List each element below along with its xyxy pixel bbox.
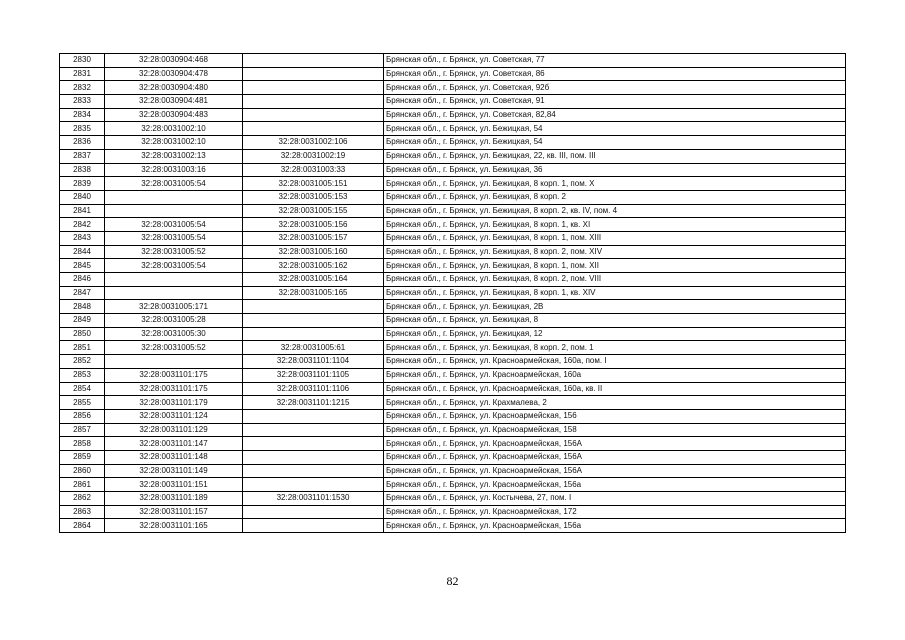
row-number-cell: 2850 — [60, 327, 105, 341]
cadastral-object-cell — [243, 519, 384, 533]
table-row — [60, 163, 846, 177]
cadastral-parcel-cell — [105, 355, 243, 369]
cadastral-object-cell — [243, 81, 384, 95]
row-number-cell: 2838 — [60, 163, 105, 177]
page-number: 82 — [446, 574, 459, 588]
cadastral-parcel-cell: 32:28:0031005:30 — [105, 327, 243, 341]
cadastral-object-cell — [243, 314, 384, 328]
cadastral-parcel-cell: 32:28:0030904:481 — [105, 95, 243, 109]
address-cell: Брянская обл., г. Брянск, ул. Красноармейская, 156 — [384, 409, 846, 423]
cadastral-object-cell — [243, 327, 384, 341]
registry-table — [59, 53, 846, 533]
row-number-cell: 2840 — [60, 190, 105, 204]
cadastral-object-cell — [243, 464, 384, 478]
row-number-cell: 2855 — [60, 396, 105, 410]
cadastral-object-cell: 32:28:0031101:1106 — [243, 382, 384, 396]
address-cell: Брянская обл., г. Брянск, ул. Бежицкая, 2В — [384, 300, 846, 314]
cadastral-object-cell: 32:28:0031002:106 — [243, 136, 384, 150]
cadastral-parcel-cell: 32:28:0031005:52 — [105, 341, 243, 355]
row-number-cell: 2860 — [60, 464, 105, 478]
table-row — [60, 450, 846, 464]
cadastral-object-cell — [243, 67, 384, 81]
address-cell: Брянская обл., г. Брянск, ул. Красноармейская, 160а, кв. II — [384, 382, 846, 396]
cadastral-parcel-cell — [105, 273, 243, 287]
table-row — [60, 218, 846, 232]
cadastral-parcel-cell: 32:28:0031005:54 — [105, 231, 243, 245]
row-number-cell: 2858 — [60, 437, 105, 451]
table-row — [60, 95, 846, 109]
address-cell: Брянская обл., г. Брянск, ул. Костычева, 27, пом. I — [384, 492, 846, 506]
address-cell: Брянская обл., г. Брянск, ул. Бежицкая, 22, кв. III, пом. III — [384, 149, 846, 163]
row-number-cell: 2831 — [60, 67, 105, 81]
table-row — [60, 368, 846, 382]
address-cell: Брянская обл., г. Брянск, ул. Красноармейская, 156А — [384, 437, 846, 451]
row-number-cell: 2852 — [60, 355, 105, 369]
row-number-cell: 2853 — [60, 368, 105, 382]
row-number-cell: 2842 — [60, 218, 105, 232]
cadastral-parcel-cell: 32:28:0030904:480 — [105, 81, 243, 95]
registry-table-body — [60, 54, 846, 533]
cadastral-object-cell: 32:28:0031005:155 — [243, 204, 384, 218]
table-row — [60, 286, 846, 300]
row-number-cell: 2864 — [60, 519, 105, 533]
cadastral-parcel-cell: 32:28:0031101:129 — [105, 423, 243, 437]
row-number-cell: 2847 — [60, 286, 105, 300]
address-cell: Брянская обл., г. Брянск, ул. Бежицкая, 8 корп. 2, кв. IV, пом. 4 — [384, 204, 846, 218]
table-row — [60, 122, 846, 136]
address-cell: Брянская обл., г. Брянск, ул. Бежицкая, 8 корп. 2, пом. XIV — [384, 245, 846, 259]
cadastral-parcel-cell — [105, 286, 243, 300]
row-number-cell: 2843 — [60, 231, 105, 245]
table-row — [60, 136, 846, 150]
table-row — [60, 327, 846, 341]
address-cell: Брянская обл., г. Брянск, ул. Бежицкая, 8 — [384, 314, 846, 328]
row-number-cell: 2848 — [60, 300, 105, 314]
cadastral-parcel-cell: 32:28:0031101:147 — [105, 437, 243, 451]
cadastral-object-cell: 32:28:0031005:157 — [243, 231, 384, 245]
table-row — [60, 423, 846, 437]
table-row — [60, 478, 846, 492]
row-number-cell: 2844 — [60, 245, 105, 259]
cadastral-object-cell — [243, 478, 384, 492]
cadastral-object-cell: 32:28:0031101:1105 — [243, 368, 384, 382]
cadastral-object-cell — [243, 450, 384, 464]
row-number-cell: 2830 — [60, 54, 105, 68]
cadastral-parcel-cell: 32:28:0031101:151 — [105, 478, 243, 492]
cadastral-object-cell: 32:28:0031005:162 — [243, 259, 384, 273]
address-cell: Брянская обл., г. Брянск, ул. Бежицкая, 8 корп. 1, кв. XIV — [384, 286, 846, 300]
address-cell: Брянская обл., г. Брянск, ул. Красноармейская, 160а, пом. I — [384, 355, 846, 369]
address-cell: Брянская обл., г. Брянск, ул. Бежицкая, 8 корп. 2 — [384, 190, 846, 204]
table-row — [60, 231, 846, 245]
row-number-cell: 2861 — [60, 478, 105, 492]
table-row — [60, 108, 846, 122]
address-cell: Брянская обл., г. Брянск, ул. Красноармейская, 156а — [384, 519, 846, 533]
table-row — [60, 519, 846, 533]
cadastral-object-cell — [243, 122, 384, 136]
address-cell: Брянская обл., г. Брянск, ул. Красноармейская, 160а — [384, 368, 846, 382]
row-number-cell: 2859 — [60, 450, 105, 464]
row-number-cell: 2837 — [60, 149, 105, 163]
table-row — [60, 149, 846, 163]
cadastral-parcel-cell: 32:28:0030904:483 — [105, 108, 243, 122]
cadastral-parcel-cell: 32:28:0031101:179 — [105, 396, 243, 410]
cadastral-object-cell: 32:28:0031005:61 — [243, 341, 384, 355]
cadastral-object-cell — [243, 54, 384, 68]
row-number-cell: 2836 — [60, 136, 105, 150]
address-cell: Брянская обл., г. Брянск, ул. Бежицкая, 8 корп. 1, пом. X — [384, 177, 846, 191]
cadastral-parcel-cell: 32:28:0031101:165 — [105, 519, 243, 533]
address-cell: Брянская обл., г. Брянск, ул. Советская, 77 — [384, 54, 846, 68]
cadastral-object-cell — [243, 423, 384, 437]
cadastral-object-cell — [243, 300, 384, 314]
address-cell: Брянская обл., г. Брянск, ул. Бежицкая, 8 корп. 2, пом. VIII — [384, 273, 846, 287]
table-row — [60, 492, 846, 506]
table-row — [60, 314, 846, 328]
table-row — [60, 464, 846, 478]
address-cell: Брянская обл., г. Брянск, ул. Бежицкая, 8 корп. 1, пом. XII — [384, 259, 846, 273]
table-row — [60, 396, 846, 410]
row-number-cell: 2856 — [60, 409, 105, 423]
cadastral-parcel-cell: 32:28:0031101:175 — [105, 382, 243, 396]
cadastral-object-cell: 32:28:0031101:1530 — [243, 492, 384, 506]
row-number-cell: 2839 — [60, 177, 105, 191]
address-cell: Брянская обл., г. Брянск, ул. Красноармейская, 156А — [384, 464, 846, 478]
table-row — [60, 355, 846, 369]
row-number-cell: 2845 — [60, 259, 105, 273]
row-number-cell: 2862 — [60, 492, 105, 506]
table-row — [60, 81, 846, 95]
table-row — [60, 437, 846, 451]
table-row — [60, 245, 846, 259]
address-cell: Брянская обл., г. Брянск, ул. Бежицкая, 36 — [384, 163, 846, 177]
address-cell: Брянская обл., г. Брянск, ул. Советская, 92б — [384, 81, 846, 95]
address-cell: Брянская обл., г. Брянск, ул. Бежицкая, 54 — [384, 136, 846, 150]
row-number-cell: 2849 — [60, 314, 105, 328]
address-cell: Брянская обл., г. Брянск, ул. Бежицкая, 8 корп. 1, пом. XIII — [384, 231, 846, 245]
cadastral-parcel-cell: 32:28:0030904:478 — [105, 67, 243, 81]
table-row — [60, 67, 846, 81]
row-number-cell: 2835 — [60, 122, 105, 136]
cadastral-parcel-cell: 32:28:0031002:10 — [105, 122, 243, 136]
table-row — [60, 177, 846, 191]
cadastral-parcel-cell: 32:28:0031005:171 — [105, 300, 243, 314]
cadastral-parcel-cell: 32:28:0031005:52 — [105, 245, 243, 259]
row-number-cell: 2841 — [60, 204, 105, 218]
cadastral-parcel-cell: 32:28:0031101:189 — [105, 492, 243, 506]
cadastral-parcel-cell: 32:28:0031101:124 — [105, 409, 243, 423]
table-row — [60, 341, 846, 355]
table-row — [60, 259, 846, 273]
address-cell: Брянская обл., г. Брянск, ул. Советская, 86 — [384, 67, 846, 81]
cadastral-object-cell — [243, 108, 384, 122]
table-row — [60, 300, 846, 314]
table-row — [60, 204, 846, 218]
cadastral-parcel-cell: 32:28:0031005:54 — [105, 177, 243, 191]
cadastral-object-cell: 32:28:0031005:165 — [243, 286, 384, 300]
row-number-cell: 2834 — [60, 108, 105, 122]
cadastral-object-cell — [243, 505, 384, 519]
cadastral-object-cell — [243, 95, 384, 109]
row-number-cell: 2833 — [60, 95, 105, 109]
cadastral-parcel-cell: 32:28:0031101:175 — [105, 368, 243, 382]
cadastral-parcel-cell: 32:28:0031003:16 — [105, 163, 243, 177]
cadastral-parcel-cell: 32:28:0031101:157 — [105, 505, 243, 519]
address-cell: Брянская обл., г. Брянск, ул. Красноармейская, 158 — [384, 423, 846, 437]
table-row — [60, 409, 846, 423]
cadastral-object-cell: 32:28:0031005:164 — [243, 273, 384, 287]
cadastral-object-cell — [243, 409, 384, 423]
cadastral-object-cell: 32:28:0031002:19 — [243, 149, 384, 163]
cadastral-parcel-cell: 32:28:0031002:10 — [105, 136, 243, 150]
table-row — [60, 273, 846, 287]
address-cell: Брянская обл., г. Брянск, ул. Крахмалева, 2 — [384, 396, 846, 410]
table-row — [60, 505, 846, 519]
cadastral-parcel-cell: 32:28:0031005:54 — [105, 218, 243, 232]
cadastral-object-cell: 32:28:0031101:1104 — [243, 355, 384, 369]
table-row — [60, 54, 846, 68]
cadastral-object-cell: 32:28:0031005:156 — [243, 218, 384, 232]
cadastral-parcel-cell: 32:28:0031005:54 — [105, 259, 243, 273]
row-number-cell: 2832 — [60, 81, 105, 95]
cadastral-parcel-cell: 32:28:0031002:13 — [105, 149, 243, 163]
table-row — [60, 382, 846, 396]
table-row — [60, 190, 846, 204]
address-cell: Брянская обл., г. Брянск, ул. Красноармейская, 172 — [384, 505, 846, 519]
cadastral-parcel-cell — [105, 204, 243, 218]
row-number-cell: 2854 — [60, 382, 105, 396]
address-cell: Брянская обл., г. Брянск, ул. Красноармейская, 156А — [384, 450, 846, 464]
address-cell: Брянская обл., г. Брянск, ул. Бежицкая, 12 — [384, 327, 846, 341]
cadastral-object-cell: 32:28:0031005:153 — [243, 190, 384, 204]
address-cell: Брянская обл., г. Брянск, ул. Советская, 82,84 — [384, 108, 846, 122]
address-cell: Брянская обл., г. Брянск, ул. Советская, 91 — [384, 95, 846, 109]
address-cell: Брянская обл., г. Брянск, ул. Бежицкая, 8 корп. 1, кв. XI — [384, 218, 846, 232]
cadastral-parcel-cell — [105, 190, 243, 204]
cadastral-parcel-cell: 32:28:0031101:148 — [105, 450, 243, 464]
row-number-cell: 2846 — [60, 273, 105, 287]
cadastral-parcel-cell: 32:28:0030904:468 — [105, 54, 243, 68]
address-cell: Брянская обл., г. Брянск, ул. Красноармейская, 156а — [384, 478, 846, 492]
cadastral-parcel-cell: 32:28:0031101:149 — [105, 464, 243, 478]
row-number-cell: 2863 — [60, 505, 105, 519]
row-number-cell: 2857 — [60, 423, 105, 437]
cadastral-object-cell: 32:28:0031005:160 — [243, 245, 384, 259]
cadastral-object-cell: 32:28:0031003:33 — [243, 163, 384, 177]
cadastral-object-cell: 32:28:0031005:151 — [243, 177, 384, 191]
cadastral-object-cell — [243, 437, 384, 451]
cadastral-object-cell: 32:28:0031101:1215 — [243, 396, 384, 410]
cadastral-parcel-cell: 32:28:0031005:28 — [105, 314, 243, 328]
address-cell: Брянская обл., г. Брянск, ул. Бежицкая, 8 корп. 2, пом. 1 — [384, 341, 846, 355]
row-number-cell: 2851 — [60, 341, 105, 355]
address-cell: Брянская обл., г. Брянск, ул. Бежицкая, 54 — [384, 122, 846, 136]
